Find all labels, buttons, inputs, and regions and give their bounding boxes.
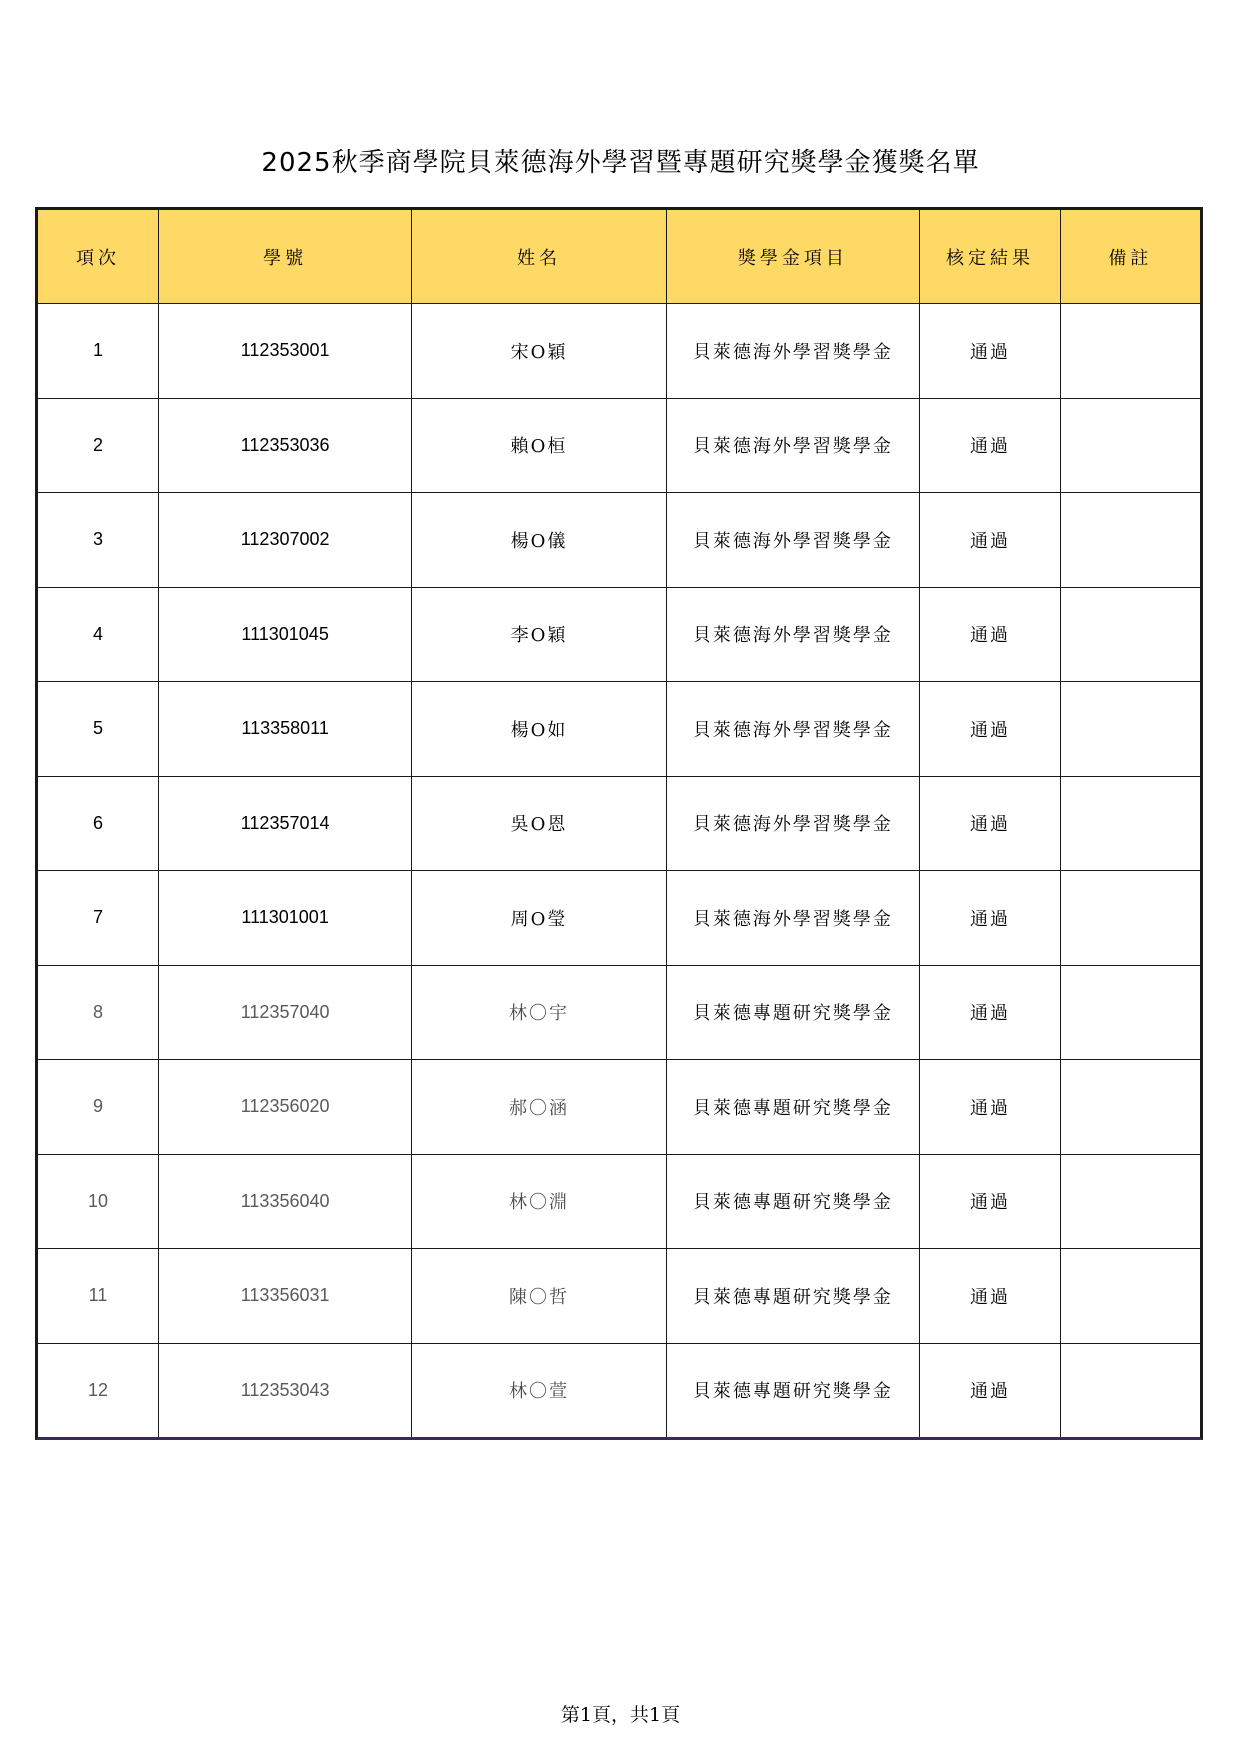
cell-remarks [1060, 587, 1200, 682]
cell-name: 楊O如 [412, 682, 666, 777]
table-row [38, 1343, 1200, 1437]
cell-result: 通過 [920, 1060, 1061, 1155]
cell-result: 通過 [920, 587, 1061, 682]
cell-scholarship: 貝萊德海外學習獎學金 [666, 304, 919, 399]
cell-student-id: 112356020 [158, 1060, 411, 1155]
cell-student-id: 112353043 [158, 1343, 411, 1437]
cell-scholarship: 貝萊德海外學習獎學金 [666, 587, 919, 682]
table-row [38, 587, 1200, 682]
cell-result: 通過 [920, 1154, 1061, 1249]
cell-remarks [1060, 1249, 1200, 1344]
cell-result: 通過 [920, 1343, 1061, 1437]
table-row [38, 1249, 1200, 1344]
cell-remarks [1060, 682, 1200, 777]
cell-result: 通過 [920, 1249, 1061, 1344]
cell-student-id: 113356040 [158, 1154, 411, 1249]
page-number-footer: 第1頁，共1頁 [560, 1704, 681, 1726]
cell-remarks [1060, 1154, 1200, 1249]
cell-index: 1 [38, 304, 158, 399]
table-row [38, 776, 1200, 871]
cell-student-id: 112357040 [158, 965, 411, 1060]
cell-scholarship: 貝萊德專題研究獎學金 [666, 1154, 919, 1249]
cell-scholarship: 貝萊德海外學習獎學金 [666, 776, 919, 871]
header-scholarship: 獎學金項目 [666, 210, 919, 304]
header-student-id: 學號 [158, 210, 411, 304]
cell-index: 4 [38, 587, 158, 682]
cell-index: 11 [38, 1249, 158, 1344]
table-header-row [38, 210, 1200, 304]
cell-student-id: 113356031 [158, 1249, 411, 1344]
cell-name: 陳〇哲 [412, 1249, 666, 1344]
cell-remarks [1060, 965, 1200, 1060]
cell-remarks [1060, 1343, 1200, 1437]
cell-index: 7 [38, 871, 158, 966]
cell-remarks [1060, 776, 1200, 871]
cell-result: 通過 [920, 965, 1061, 1060]
cell-name: 周O瑩 [412, 871, 666, 966]
cell-scholarship: 貝萊德海外學習獎學金 [666, 493, 919, 588]
cell-remarks [1060, 493, 1200, 588]
cell-result: 通過 [920, 871, 1061, 966]
cell-student-id: 111301001 [158, 871, 411, 966]
cell-result: 通過 [920, 398, 1061, 493]
cell-remarks [1060, 304, 1200, 399]
cell-student-id: 112353036 [158, 398, 411, 493]
cell-scholarship: 貝萊德專題研究獎學金 [666, 965, 919, 1060]
header-index: 項次 [38, 210, 158, 304]
cell-student-id: 111301045 [158, 587, 411, 682]
award-table [38, 210, 1200, 1437]
table-row [38, 304, 1200, 399]
table-row [38, 1154, 1200, 1249]
cell-index: 2 [38, 398, 158, 493]
cell-name: 林〇淵 [412, 1154, 666, 1249]
award-table-frame [35, 207, 1203, 1440]
cell-name: 吳O恩 [412, 776, 666, 871]
header-name: 姓名 [412, 210, 666, 304]
cell-student-id: 112353001 [158, 304, 411, 399]
cell-index: 12 [38, 1343, 158, 1437]
cell-student-id: 112307002 [158, 493, 411, 588]
table-row [38, 965, 1200, 1060]
cell-remarks [1060, 398, 1200, 493]
cell-index: 5 [38, 682, 158, 777]
cell-index: 9 [38, 1060, 158, 1155]
cell-scholarship: 貝萊德海外學習獎學金 [666, 398, 919, 493]
cell-name: 郝〇涵 [412, 1060, 666, 1155]
cell-result: 通過 [920, 493, 1061, 588]
page-title: 2025秋季商學院貝萊德海外學習暨專題研究獎學金獲獎名單 [261, 148, 980, 178]
cell-student-id: 112357014 [158, 776, 411, 871]
cell-student-id: 113358011 [158, 682, 411, 777]
cell-name: 楊O儀 [412, 493, 666, 588]
cell-scholarship: 貝萊德專題研究獎學金 [666, 1249, 919, 1344]
table-row [38, 1060, 1200, 1155]
cell-scholarship: 貝萊德專題研究獎學金 [666, 1060, 919, 1155]
header-result: 核定結果 [920, 210, 1061, 304]
cell-scholarship: 貝萊德海外學習獎學金 [666, 682, 919, 777]
cell-remarks [1060, 871, 1200, 966]
cell-remarks [1060, 1060, 1200, 1155]
cell-index: 3 [38, 493, 158, 588]
cell-scholarship: 貝萊德海外學習獎學金 [666, 871, 919, 966]
cell-scholarship: 貝萊德專題研究獎學金 [666, 1343, 919, 1437]
table-row [38, 493, 1200, 588]
cell-name: 賴O桓 [412, 398, 666, 493]
cell-result: 通過 [920, 776, 1061, 871]
cell-index: 8 [38, 965, 158, 1060]
table-row [38, 871, 1200, 966]
cell-index: 6 [38, 776, 158, 871]
cell-name: 林〇宇 [412, 965, 666, 1060]
cell-name: 李O穎 [412, 587, 666, 682]
cell-name: 宋O穎 [412, 304, 666, 399]
table-row [38, 682, 1200, 777]
cell-result: 通過 [920, 304, 1061, 399]
cell-result: 通過 [920, 682, 1061, 777]
table-row [38, 398, 1200, 493]
header-remarks: 備註 [1060, 210, 1200, 304]
cell-name: 林〇萱 [412, 1343, 666, 1437]
cell-index: 10 [38, 1154, 158, 1249]
